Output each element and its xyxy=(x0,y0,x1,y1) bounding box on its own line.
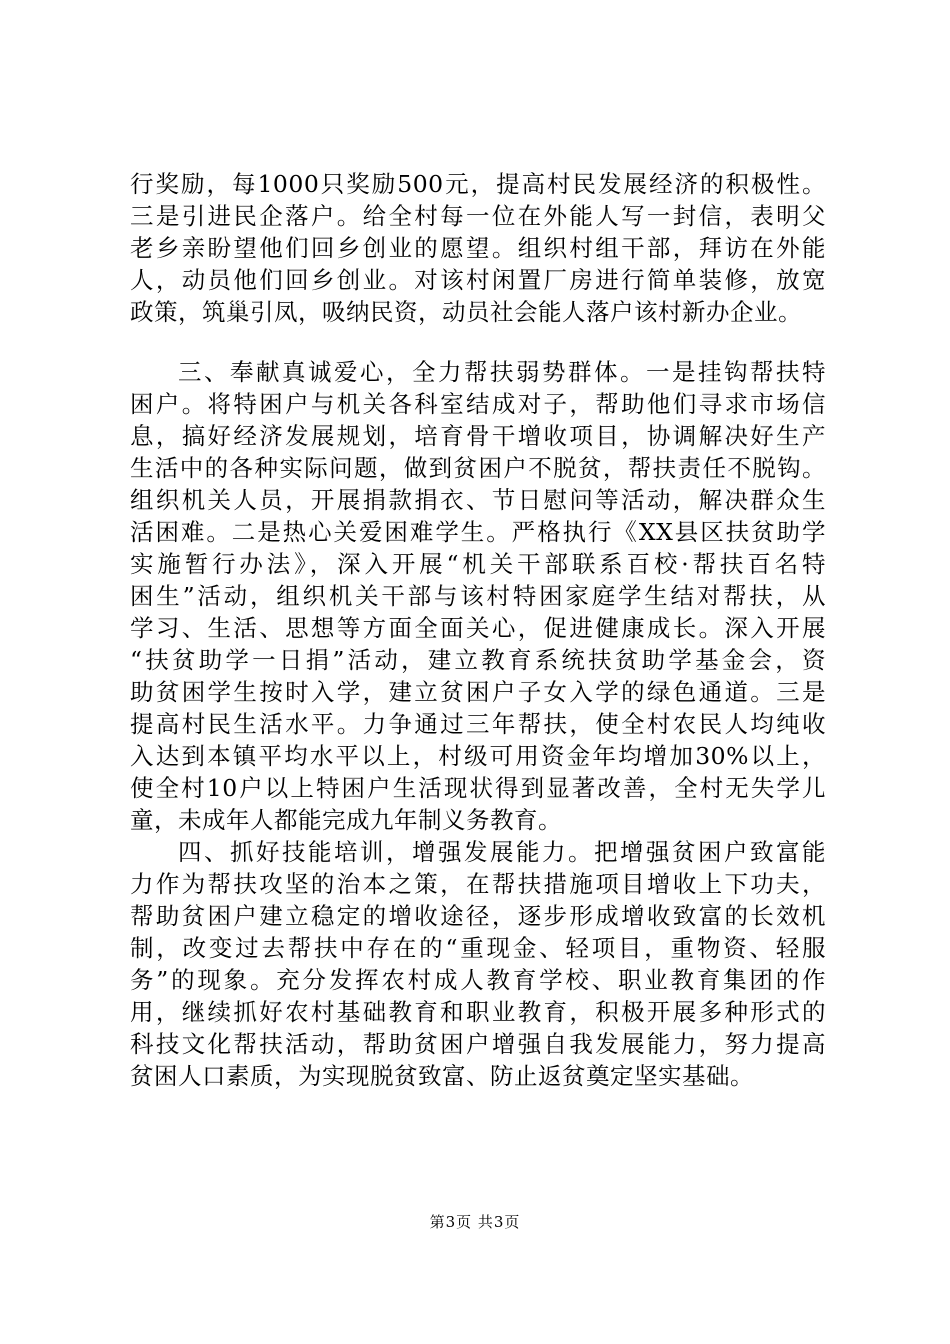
paragraph-line: 活困难。二是热心关爱困难学生。严格执行《XX县区扶贫助学 xyxy=(130,518,826,546)
page-footer: 第3页 共3页 xyxy=(429,1213,521,1231)
paragraph-line: 制，改变过去帮扶中存在的“重现金、轻项目，重物资、轻服 xyxy=(130,934,826,962)
paragraph-line: 力作为帮扶攻坚的治本之策，在帮扶措施项目增收上下功夫， xyxy=(130,870,826,898)
paragraph-line: 帮助贫困户建立稳定的增收途径，逐步形成增收致富的长效机 xyxy=(130,902,826,930)
paragraph-line: 人，动员他们回乡创业。对该村闲置厂房进行简单装修，放宽 xyxy=(130,266,826,294)
paragraph-line: 政策，筑巢引凤，吸纳民资，动员社会能人落户该村新办企业。 xyxy=(130,298,802,326)
paragraph xyxy=(130,356,826,836)
paragraph-line: 提高村民生活水平。力争通过三年帮扶，使全村农民人均纯收 xyxy=(130,710,826,738)
paragraph-line: 组织机关人员，开展捐款捐衣、节日慰问等活动，解决群众生 xyxy=(130,486,826,514)
paragraph-line: 学习、生活、思想等方面全面关心，促进健康成长。深入开展 xyxy=(130,614,826,642)
paragraph-line: 困生”活动，组织机关干部与该村特困家庭学生结对帮扶，从 xyxy=(130,582,826,610)
paragraph-line: 息，搞好经济发展规划，培育骨干增收项目，协调解决好生产 xyxy=(130,422,826,450)
paragraph-line: 使全村10户以上特困户生活现状得到显著改善，全村无失学儿 xyxy=(130,774,826,802)
paragraph-line: 实施暂行办法》，深入开展“机关干部联系百校·帮扶百名特 xyxy=(130,550,826,578)
paragraph-line: 行奖励，每1000只奖励500元，提高村民发展经济的积极性。 xyxy=(130,170,826,198)
paragraph-line: 科技文化帮扶活动，帮助贫困户增强自我发展能力，努力提高 xyxy=(130,1030,826,1058)
paragraph xyxy=(130,168,826,328)
paragraph-line: 务”的现象。充分发挥农村成人教育学校、职业教育集团的作 xyxy=(130,966,826,994)
paragraph-line: “扶贫助学一日捐”活动，建立教育系统扶贫助学基金会，资 xyxy=(130,646,826,674)
paragraph-line: 入达到本镇平均水平以上，村级可用资金年均增加30%以上， xyxy=(130,742,826,770)
paragraph-line: 童，未成年人都能完成九年制义务教育。 xyxy=(130,806,562,834)
paragraph-line: 三是引进民企落户。给全村每一位在外能人写一封信，表明父 xyxy=(130,202,826,230)
paragraph-line: 老乡亲盼望他们回乡创业的愿望。组织村组干部，拜访在外能 xyxy=(130,234,826,262)
paragraph-line: 贫困人口素质，为实现脱贫致富、防止返贫奠定坚实基础。 xyxy=(130,1062,754,1090)
paragraph-line: 困户。将特困户与机关各科室结成对子，帮助他们寻求市场信 xyxy=(130,390,826,418)
paragraph-line: 三、奉献真诚爱心，全力帮扶弱势群体。一是挂钩帮扶特 xyxy=(178,358,826,386)
paragraph-spacer xyxy=(130,328,826,356)
paragraph-line: 生活中的各种实际问题，做到贫困户不脱贫，帮扶责任不脱钩。 xyxy=(130,454,826,482)
paragraph xyxy=(130,836,826,1092)
paragraph-line: 用，继续抓好农村基础教育和职业教育，积极开展多种形式的 xyxy=(130,998,826,1026)
paragraph-line: 助贫困学生按时入学，建立贫困户子女入学的绿色通道。三是 xyxy=(130,678,826,706)
document-body xyxy=(130,168,826,1092)
paragraph-line: 四、抓好技能培训，增强发展能力。把增强贫困户致富能 xyxy=(178,838,826,866)
